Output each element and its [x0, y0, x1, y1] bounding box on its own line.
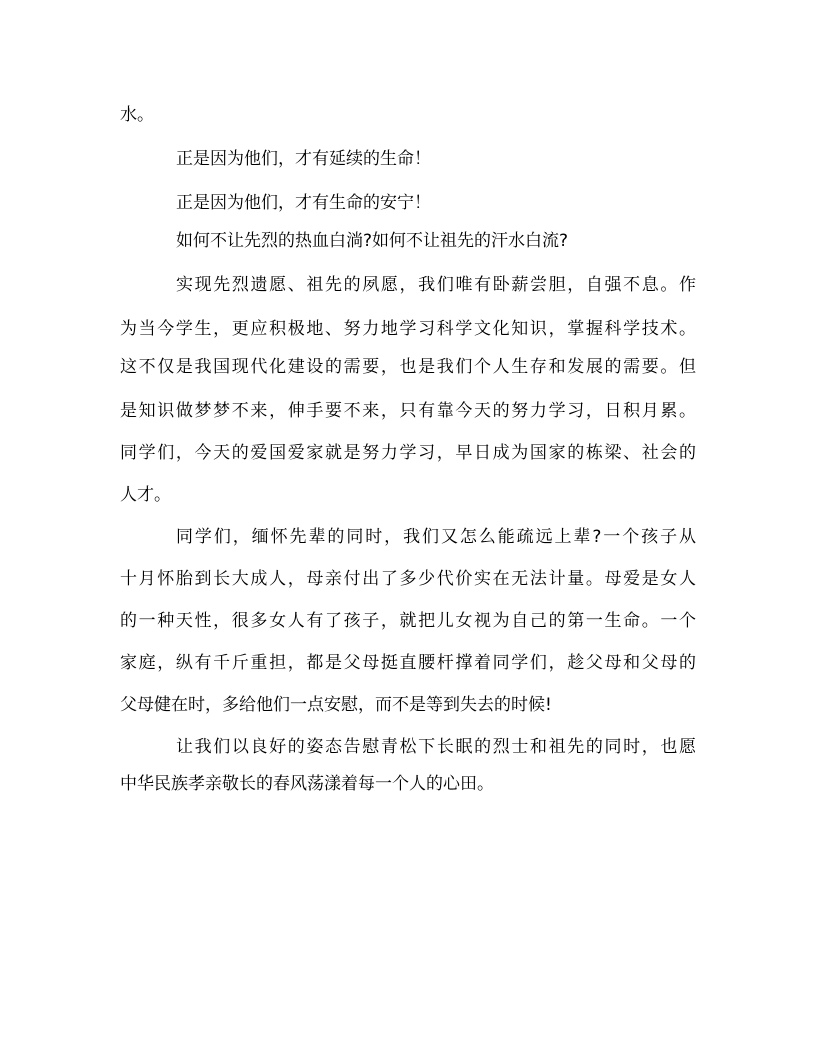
text-line: 中华民族孝亲敬长的春风荡漾着每一个人的心田。 [120, 774, 494, 794]
text-line: 正是因为他们，才有生命的安宁！ [176, 193, 431, 213]
text-line: 如何不让先烈的热血白淌?如何不让祖先的汗水白流? [176, 231, 569, 251]
text-line: 人才。 [120, 485, 171, 505]
text-line: 是知识做梦梦不来，伸手要不来，只有靠今天的努力学习，日积月累。 [120, 401, 696, 421]
text-line: 这不仅是我国现代化建设的需要，也是我们个人生存和发展的需要。但 [120, 357, 696, 377]
text-line: 同学们，缅怀先辈的同时，我们又怎么能疏远上辈?一个孩子从 [176, 527, 696, 547]
text-line: 家庭，纵有千斤重担，都是父母挺直腰杆撑着同学们，趁父母和父母的 [120, 653, 696, 673]
text-line: 实现先烈遗愿、祖先的夙愿，我们唯有卧薪尝胆，自强不息。作 [176, 275, 696, 295]
text-line: 正是因为他们，才有延续的生命！ [176, 149, 431, 169]
text-line: 水。 [120, 105, 154, 125]
text-line: 同学们，今天的爱国爱家就是努力学习，早日成为国家的栋梁、社会的 [120, 443, 696, 463]
text-line: 的一种天性，很多女人有了孩子，就把儿女视为自己的第一生命。一个 [120, 611, 696, 631]
text-line: 十月怀胎到长大成人，母亲付出了多少代价实在无法计量。母爱是女人 [120, 569, 696, 589]
text-line: 父母健在时，多给他们一点安慰，而不是等到失去的时候! [120, 695, 552, 715]
text-line: 让我们以良好的姿态告慰青松下长眠的烈士和祖先的同时，也愿 [176, 737, 696, 757]
text-line: 为当今学生，更应积极地、努力地学习科学文化知识，掌握科学技术。 [120, 319, 696, 339]
